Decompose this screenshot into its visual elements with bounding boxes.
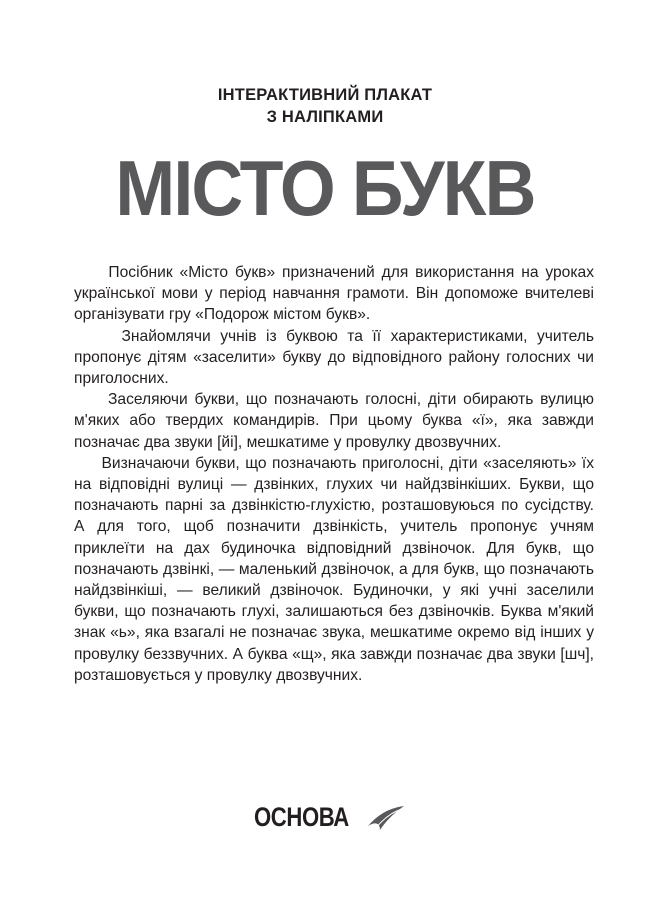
page-title: МІСТО БУКВ — [115, 144, 535, 232]
paragraph-2: Знайомлячи учнів із буквою та її характеристиками, учитель пропонує дітям «заселити» букву до відповідного району голосних чи приголосних. — [74, 327, 594, 388]
paragraph-3: Заселяючи букви, що позначають голосні, діти обирають вулицю м'яких або твердих командирів. При цьому буква «ї», яка завжди позначає два звуки [йі], мешкатиме у провулку двозвучних. — [74, 391, 594, 451]
subtitle-line-1: ІНТЕРАКТИВНИЙ ПЛАКАТ — [217, 86, 433, 104]
paragraph-4: Визначаючи букви, що позначають приголосні, діти «заселяють» їх на відповідні вулиці — дзвінких, глухих чи найдзвінкіших. Букви, що позначають парні за дзвінкістю-глухістю, розташовуюься по сусідству. А для того, щоб позначити дзвінкість, учитель пропонує учням приклеїти на дах будиночка відповідний дзвіночок. Для букв, що позначають дзвінкі, — маленький дзвіночок, а для букв, що позначають найдзвінкіші, — великий дзвіночок. Будиночки, у які учні заселили букви, що позначають глухі, залишаються без дзвіночків. Буква м'який знак «ь», яка взагалі не позначає звука, мешкатиме окремо від інших у провулку беззвучних. А буква «щ», яка завжди позначає два звуки [шч], розташовується у провулку двозвучних. — [74, 454, 594, 684]
swoosh-icon — [366, 804, 406, 834]
publisher-logo — [0, 802, 650, 842]
subtitle — [0, 84, 650, 128]
subtitle-line-2: З НАЛІПКАМИ — [266, 108, 384, 126]
logo-text: ОСНОВА — [254, 802, 350, 832]
paragraph-1: Посібник «Місто букв» призначений для використання на уроках української мови у період навчання грамоти. Він допоможе вчителеві організувати гру «Подорож містом букв». — [74, 264, 594, 324]
body-text — [74, 262, 594, 686]
